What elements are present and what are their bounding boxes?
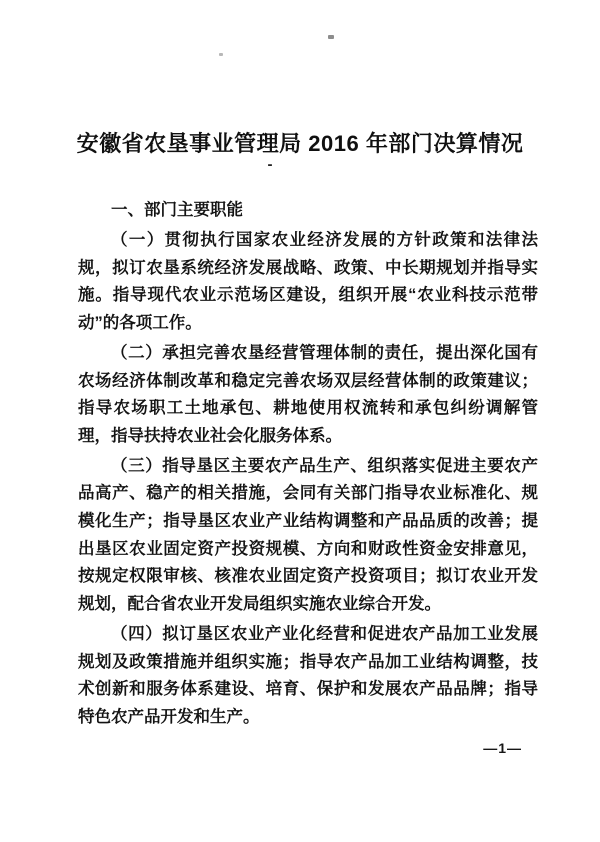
scan-speck	[328, 35, 334, 39]
paragraph-duty-1: （一）贯彻执行国家农业经济发展的方针政策和法律法规，拟订农垦系统经济发展战略、政策、中长期规划并指导实施。指导现代农业示范场区建设，组织开展“农业科技示范带动”的各项工作。	[78, 231, 538, 332]
paragraph-duty-3: （三）指导垦区主要农产品生产、组织落实促进主要农产品高产、稳产的相关措施，会同有关部门指导农业标准化、规模化生产；指导垦区农业产业结构调整和产品品质的改善；提出垦区农业固定资产投资规模、方向和财政性资金安排意见，按规定权限审核、核准农业固定资产投资项目；拟订农业开发规划，配合省农业开发局组织实施农业综合开发。	[78, 456, 538, 613]
title-underline-mark: -	[267, 156, 273, 173]
scan-speck	[219, 53, 223, 56]
document-title: 安徽省农垦事业管理局 2016 年部门决算情况	[76, 131, 524, 156]
page-number: —1—	[483, 740, 522, 756]
section-heading-main-duties: 一、部门主要职能	[111, 201, 243, 219]
document-body	[78, 197, 538, 731]
paragraph-duty-4: （四）拟订垦区农业产业化经营和促进农产品加工业发展规划及政策措施并组织实施；指导农产品加工业结构调整，技术创新和服务体系建设、培育、保护和发展农产品品牌；指导特色农产品开发和生产。	[78, 624, 538, 726]
paragraph-duty-2: （二）承担完善农垦经营管理体制的责任，提出深化国有农场经济体制改革和稳定完善农场双层经营体制的政策建议；指导农场职工土地承包、耕地使用权流转和承包纠纷调解管理，指导扶持农业社会化服务体系。	[78, 343, 538, 445]
